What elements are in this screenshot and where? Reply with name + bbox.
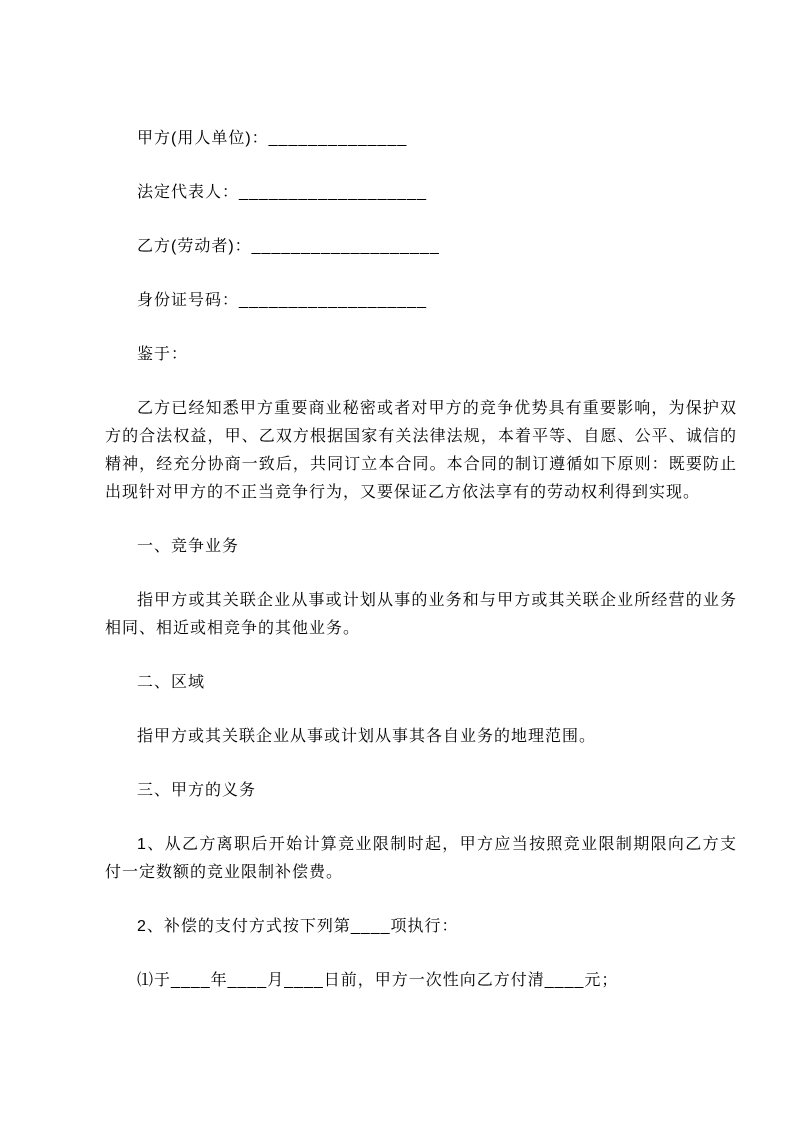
party-b-field: 乙方(劳动者)：___________________ <box>137 238 440 255</box>
preamble-paragraph: 乙方已经知悉甲方重要商业秘密或者对甲方的竞争优势具有重要影响，为保护双方的合法权益，甲、乙双方根据国家有关法律法规，本着平等、自愿、公平、诚信的精神，经充分协商一致后，共同订立本合同。本合同的制订遵循如下原则：既要防止出现针对甲方的不正当竞争行为，又要保证乙方依法享有的劳动权利得到实现。 <box>105 400 737 501</box>
clause-2-payment-method: 2、补偿的支付方式按下列第____项执行： <box>137 918 459 935</box>
whereas-label: 鉴于： <box>137 346 189 363</box>
clause-2-option-1: ⑴于____年____月____日前，甲方一次性向乙方付清____元； <box>137 972 619 989</box>
party-a-field: 甲方(用人单位)：______________ <box>137 130 408 147</box>
clause-1-compensation: 1、从乙方离职后开始计算竞业限制时起，甲方应当按照竞业限制期限向乙方支付一定数额的竞业限制补偿费。 <box>105 836 737 881</box>
section-2-definition: 指甲方或其关联企业从事或计划从事其各自业务的地理范围。 <box>137 728 597 745</box>
id-card-number-field: 身份证号码：___________________ <box>137 292 428 309</box>
section-2-heading: 二、区域 <box>137 674 206 691</box>
legal-representative-field: 法定代表人：___________________ <box>137 184 428 201</box>
section-1-definition: 指甲方或其关联企业从事或计划从事的业务和与甲方或其关联企业所经营的业务相同、相近或相竞争的其他业务。 <box>105 592 737 637</box>
section-3-heading: 三、甲方的义务 <box>137 782 257 799</box>
section-1-heading: 一、竞争业务 <box>137 538 240 555</box>
